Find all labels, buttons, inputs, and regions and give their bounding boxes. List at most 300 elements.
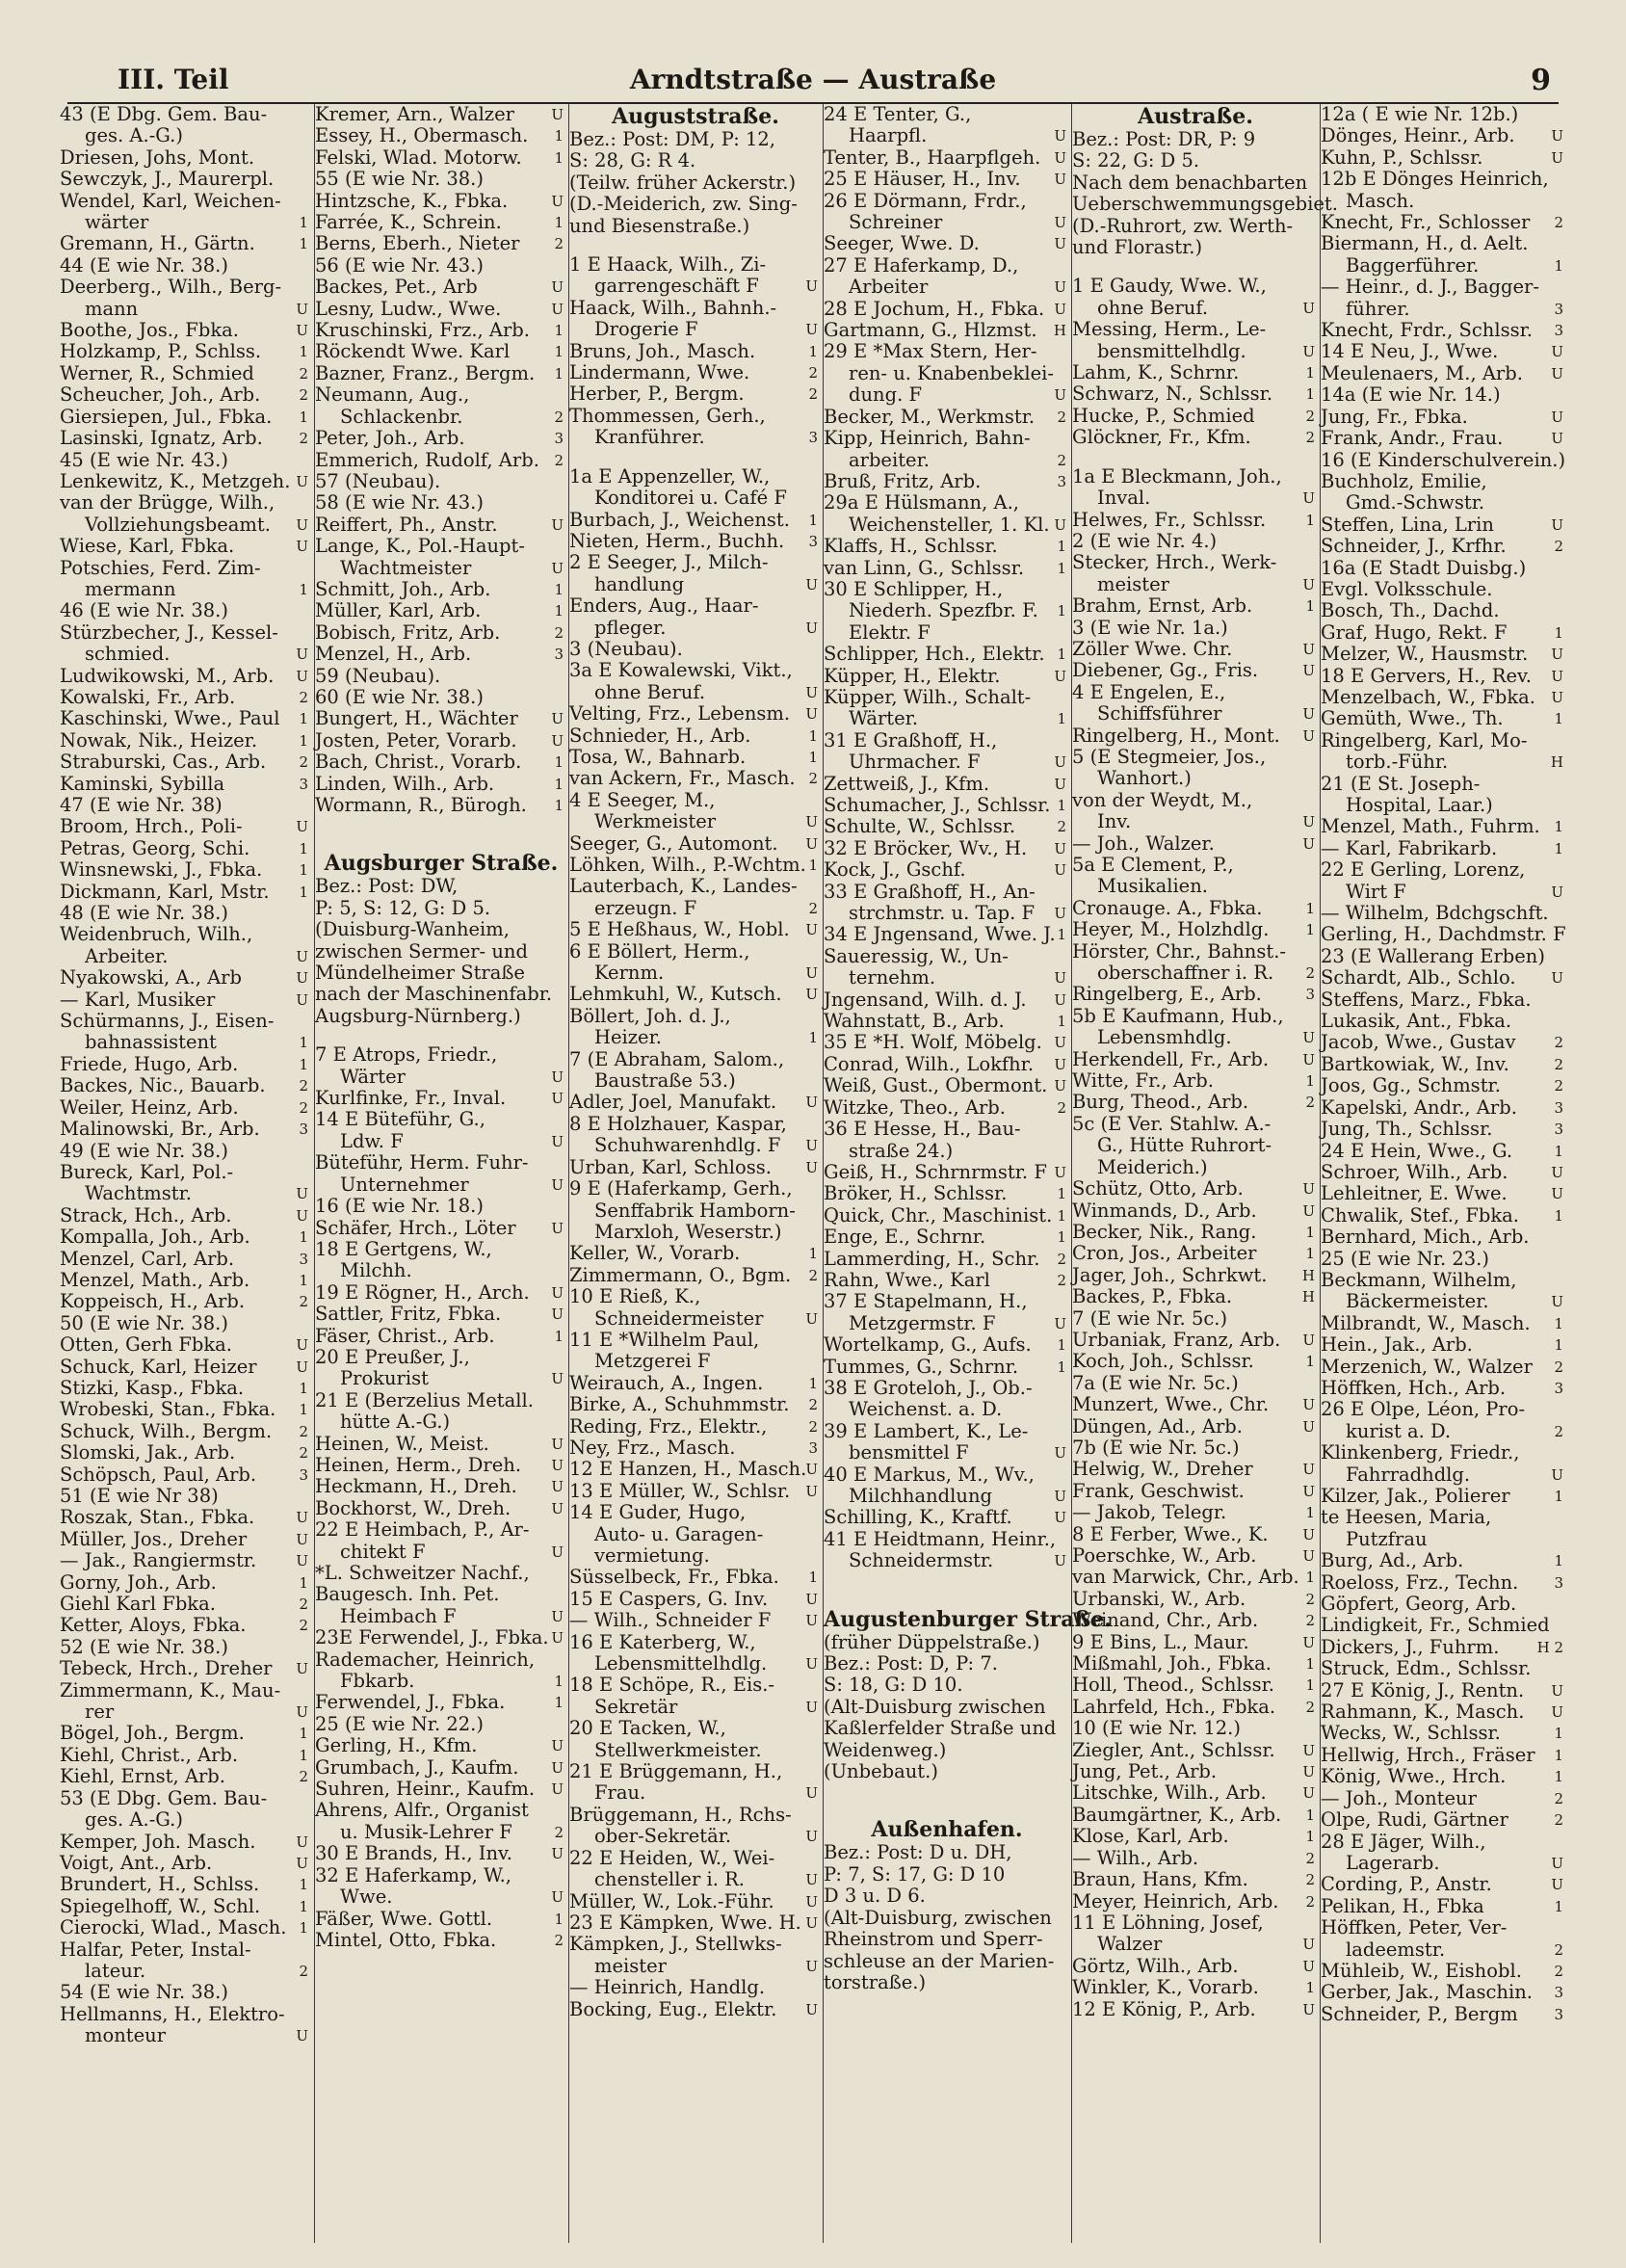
directory-entry	[824, 1141, 1070, 1162]
entry-text: König, Wwe., Hrch.	[1321, 1765, 1507, 1788]
directory-entry	[60, 191, 312, 212]
entry-text: Tenter, B., Haarpflgeh.	[824, 145, 1041, 169]
entry-text: Strack, Hch., Arb.	[60, 1203, 232, 1226]
entry-marker: 2	[1305, 1871, 1315, 1889]
entry-text: Wwe.	[340, 1886, 393, 1909]
entry-marker: U	[805, 1137, 818, 1155]
entry-marker: 1	[299, 1271, 308, 1289]
directory-entry	[569, 919, 822, 940]
entry-text: — Heinrich, Handlg.	[569, 1976, 766, 1999]
entry-marker: 1	[554, 580, 564, 598]
entry-text: Jager, Joh., Schrkwt.	[1072, 1263, 1268, 1286]
entry-text: Diebener, Gg., Fris.	[1072, 659, 1259, 682]
directory-entry	[1072, 1567, 1319, 1588]
directory-entry	[569, 1502, 822, 1523]
entry-marker: 3	[1554, 1984, 1563, 2002]
entry-text: vermietung.	[594, 1544, 710, 1567]
directory-entry	[315, 1434, 567, 1455]
entry-text: Reiffert, Ph., Anstr.	[315, 513, 498, 536]
entry-marker: 1	[1554, 839, 1563, 857]
entry-text: Lukasik, Ant., Fbka.	[1321, 1010, 1512, 1033]
directory-entry	[824, 1675, 1070, 1696]
entry-marker: 2	[1057, 451, 1066, 469]
directory-entry	[569, 1718, 822, 1739]
directory-entry	[569, 298, 822, 319]
directory-entry	[1072, 855, 1319, 876]
directory-entry	[315, 1006, 567, 1027]
directory-entry	[1321, 1399, 1567, 1420]
entry-marker: U	[1302, 705, 1315, 724]
entry-marker: U	[1551, 364, 1563, 382]
directory-entry	[824, 1442, 1070, 1464]
directory-entry	[60, 924, 312, 945]
page-number: 9	[1531, 64, 1551, 97]
directory-entry	[60, 967, 312, 989]
entry-marker: 1	[1554, 1768, 1563, 1786]
entry-text: Birke, A., Schuhmmstr.	[569, 1393, 790, 1416]
entry-marker: 1	[554, 1694, 564, 1712]
entry-text: Helwes, Fr., Schlssr.	[1072, 508, 1267, 531]
directory-entry	[569, 682, 822, 703]
entry-text: Farrée, K., Schrein.	[315, 211, 502, 234]
entry-marker: U	[551, 106, 564, 123]
directory-entry	[569, 1459, 822, 1480]
directory-entry	[1321, 882, 1567, 903]
directory-entry	[569, 1178, 822, 1200]
directory-entry	[569, 1200, 822, 1222]
entry-text: chensteller i. R.	[594, 1868, 746, 1891]
spacer	[824, 1590, 1070, 1607]
page-title: Arndtstraße — Austraße	[629, 64, 997, 95]
directory-entry	[824, 299, 1070, 320]
directory-entry	[569, 1632, 822, 1653]
entry-marker: U	[1054, 515, 1066, 534]
entry-text: Brüggemann, H., Rchs-	[569, 1803, 792, 1826]
directory-entry	[60, 1507, 312, 1528]
directory-entry	[824, 1972, 1070, 1993]
directory-entry	[1321, 795, 1567, 816]
directory-entry	[569, 129, 822, 150]
directory-entry	[1072, 1848, 1319, 1869]
directory-entry	[824, 255, 1070, 277]
entry-text: Lehmkuhl, W., Kutsch.	[569, 983, 782, 1006]
entry-marker: 2	[299, 1596, 308, 1614]
entry-marker: 1	[1554, 1336, 1563, 1355]
directory-entry	[824, 558, 1070, 579]
entry-text: Masch.	[1346, 189, 1415, 212]
directory-entry	[1072, 703, 1319, 725]
directory-entry	[824, 708, 1070, 729]
entry-marker: 2	[299, 753, 308, 772]
entry-text: 36 E Hesse, H., Bau-	[824, 1118, 1021, 1141]
entry-text: 31 E Graßhoff, H.,	[824, 728, 998, 752]
directory-entry	[315, 876, 567, 897]
directory-entry	[315, 622, 567, 644]
directory-entry	[824, 1162, 1070, 1183]
entry-marker: U	[296, 1703, 308, 1722]
entry-text: Müller, Karl, Arb.	[315, 599, 482, 622]
entry-marker: U	[1054, 861, 1066, 880]
entry-text: 22 E Gerling, Lorenz,	[1321, 858, 1526, 882]
entry-marker: 1	[554, 127, 564, 145]
entry-text: Buchholz, Emilie,	[1321, 469, 1487, 492]
directory-entry	[569, 552, 822, 573]
directory-entry	[824, 1464, 1070, 1486]
spacer	[824, 1800, 1070, 1817]
entry-text: S: 22, G: D 5.	[1072, 149, 1200, 172]
entry-marker: U	[1302, 1741, 1315, 1759]
directory-entry	[1072, 276, 1319, 297]
entry-text: Bartkowiak, W., Inv.	[1321, 1052, 1509, 1075]
entry-text: Jung, Pet., Arb.	[1072, 1760, 1218, 1783]
directory-entry	[824, 816, 1070, 837]
directory-entry	[60, 1853, 312, 1874]
directory-entry	[569, 811, 822, 832]
directory-entry	[569, 276, 822, 297]
entry-text: 49 (E wie Nr. 38.)	[60, 1139, 228, 1162]
directory-entry	[315, 169, 567, 190]
entry-text: 27 E Haferkamp, D.,	[824, 253, 1019, 277]
directory-entry	[60, 2004, 312, 2025]
entry-marker: 2	[1305, 1892, 1315, 1911]
entry-marker: 1	[299, 1919, 308, 1938]
entry-text: Urban, Karl, Schloss.	[569, 1155, 772, 1178]
entry-marker: 2	[299, 1617, 308, 1635]
entry-text: Mißmahl, Joh., Fbka.	[1072, 1652, 1272, 1675]
entry-marker: 1	[1554, 1897, 1563, 1915]
street-heading	[824, 1606, 1112, 1632]
entry-text: Lenkewitz, K., Metzgeh.	[60, 469, 291, 492]
directory-entry	[60, 1832, 312, 1853]
spacer	[824, 1782, 1070, 1800]
entry-text: pfleger.	[594, 616, 667, 639]
entry-text: (früher Düppelstraße.)	[824, 1630, 1040, 1653]
entry-marker: 2	[808, 770, 818, 788]
entry-marker: U	[805, 575, 818, 593]
entry-text: Kaminski, Sybilla	[60, 772, 225, 795]
entry-text: 33 E Graßhoff, H., An-	[824, 880, 1036, 903]
directory-entry	[1072, 237, 1319, 258]
entry-text: Schreiner	[849, 211, 943, 234]
directory-entry	[60, 299, 312, 320]
entry-marker: U	[1054, 148, 1066, 167]
entry-text: Weichenst. a. D.	[849, 1398, 1003, 1421]
directory-entry	[60, 558, 312, 579]
entry-text: Backes, Nic., Bauarb.	[60, 1074, 266, 1097]
entry-text: Messing, Herm., Le-	[1072, 318, 1267, 341]
entry-text: Koppeisch, H., Arb.	[60, 1290, 246, 1313]
directory-entry	[1321, 1313, 1567, 1334]
entry-marker: U	[551, 1607, 564, 1625]
directory-entry	[60, 687, 312, 708]
entry-text: Wahnstatt, B., Arb.	[824, 1010, 1005, 1033]
entry-text: u. Musik-Lehrer F	[340, 1820, 512, 1843]
entry-text: Bez.: Post: DM, P: 12,	[569, 128, 775, 150]
directory-entry	[1072, 383, 1319, 405]
entry-marker: U	[296, 1833, 308, 1851]
entry-text: Otten, Gerh Fbka.	[60, 1333, 233, 1357]
entry-text: Adler, Joel, Manufakt.	[569, 1091, 777, 1114]
directory-entry	[60, 384, 312, 406]
entry-text: Berns, Eberh., Nieter	[315, 232, 520, 255]
directory-entry	[569, 1589, 822, 1610]
entry-text: Löhken, Wilh., P.-Wchtm.	[569, 854, 806, 876]
directory-entry	[824, 600, 1070, 621]
directory-entry	[1072, 595, 1319, 617]
entry-text: Fäßer, Wwe. Gottl.	[315, 1907, 493, 1930]
directory-entry	[315, 1886, 567, 1908]
entry-text: Ringelberg, E., Arb.	[1072, 983, 1262, 1006]
directory-entry	[824, 579, 1070, 600]
entry-text: Zettweiß, J., Kfm.	[824, 772, 990, 795]
entry-marker: U	[551, 1629, 564, 1648]
entry-text: 24 E Tenter, G.,	[824, 103, 972, 125]
entry-text: 30 E Brands, H., Inv.	[315, 1842, 512, 1865]
entry-text: Böllert, Joh. d. J.,	[569, 1004, 731, 1027]
directory-entry	[1072, 1718, 1319, 1739]
entry-text: Jacob, Wwe., Gustav	[1321, 1031, 1516, 1054]
entry-marker: 2	[299, 1768, 308, 1786]
entry-text: Geiß, H., Schrnrmstr. F	[824, 1160, 1047, 1183]
entry-text: 1 E Gaudy, Wwe. W.,	[1072, 275, 1267, 298]
entry-text: Olpe, Rudi, Gärtner	[1321, 1808, 1508, 1832]
entry-text: Velting, Frz., Lebensm.	[569, 702, 791, 725]
directory-entry	[315, 1735, 567, 1756]
entry-marker: 1	[299, 343, 308, 361]
directory-entry	[824, 363, 1070, 384]
directory-entry	[315, 1498, 567, 1519]
directory-entry	[1072, 1222, 1319, 1243]
entry-marker: U	[805, 1309, 818, 1328]
entry-text: schmied.	[85, 643, 170, 666]
entry-text: 28 E Jochum, H., Fbka.	[824, 297, 1045, 320]
directory-entry	[1072, 1891, 1319, 1912]
directory-entry	[315, 125, 567, 146]
entry-text: Müller, W., Lok.-Führ.	[569, 1889, 774, 1912]
entry-text: Lindermann, Wwe.	[569, 361, 750, 384]
entry-text: monteur	[85, 2024, 167, 2047]
entry-text: 18 E Gertgens, W.,	[315, 1237, 492, 1260]
directory-entry	[824, 1908, 1070, 1929]
entry-marker: U	[1054, 753, 1066, 772]
entry-text: Nyakowski, A., Arb	[60, 966, 242, 989]
entry-text: 1 E Haack, Wilh., Zi-	[569, 253, 767, 277]
entry-text: 7b (E wie Nr. 5c.)	[1072, 1436, 1240, 1459]
entry-marker: 2	[1305, 1698, 1315, 1716]
entry-marker: 1	[1554, 1725, 1563, 1743]
directory-entry	[60, 277, 312, 298]
directory-entry	[1072, 1740, 1319, 1761]
entry-marker: 1	[808, 1029, 818, 1047]
entry-text: — Karl, Musiker	[60, 988, 216, 1011]
entry-text: Suhren, Heinr., Kaufm.	[315, 1778, 536, 1801]
directory-entry	[60, 1205, 312, 1226]
directory-entry	[569, 1761, 822, 1782]
directory-entry	[1321, 514, 1567, 536]
directory-entry	[315, 1411, 567, 1433]
directory-entry	[824, 1632, 1070, 1653]
entry-text: 23 (E Wallerang Erben)	[1321, 944, 1545, 967]
entry-text: Bockhorst, W., Dreh.	[315, 1496, 511, 1519]
directory-entry	[1321, 1486, 1567, 1507]
entry-text: *L. Schweitzer Nachf.,	[315, 1562, 530, 1584]
entry-text: Rheinstrom und Sperr-	[824, 1928, 1043, 1951]
directory-entry	[315, 104, 567, 125]
entry-marker: 2	[1554, 1940, 1563, 1959]
entry-marker: U	[805, 921, 818, 939]
entry-text: Kurlfinke, Fr., Inval.	[315, 1087, 507, 1110]
entry-marker: 2	[808, 899, 818, 917]
entry-text: 57 (Neubau).	[315, 469, 441, 492]
entry-marker: 1	[1305, 921, 1315, 939]
directory-entry	[1321, 1421, 1567, 1442]
directory-entry	[315, 1606, 567, 1627]
entry-marker: 1	[1057, 1185, 1066, 1203]
entry-text: Bez.: Post: DR, P: 9	[1072, 128, 1256, 150]
entry-text: Ferwendel, J., Fbka.	[315, 1691, 506, 1714]
directory-entry	[60, 255, 312, 277]
entry-marker: 3	[1554, 300, 1563, 318]
entry-text: führer.	[1346, 297, 1410, 320]
directory-entry	[824, 1550, 1070, 1571]
directory-entry	[824, 1864, 1070, 1886]
entry-text: Fahrradhdlg.	[1346, 1463, 1471, 1486]
entry-marker: U	[1302, 1201, 1315, 1220]
entry-text: und Biesenstraße.)	[569, 214, 750, 237]
directory-entry	[569, 172, 822, 194]
column-3	[568, 104, 822, 2243]
entry-text: Milchhandlung	[849, 1485, 992, 1507]
entry-marker: U	[296, 1358, 308, 1376]
entry-text: Schneidermeister	[594, 1306, 764, 1330]
entry-text: 25 E Häuser, H., Inv.	[824, 168, 1021, 191]
directory-entry	[569, 1243, 822, 1264]
entry-text: Prokurist	[340, 1367, 429, 1390]
entry-marker: 1	[1057, 1228, 1066, 1247]
directory-entry	[315, 147, 567, 169]
directory-entry	[569, 1782, 822, 1804]
directory-entry	[1072, 1114, 1319, 1135]
entry-text: Weiß, Gust., Obermont.	[824, 1074, 1048, 1097]
directory-entry	[315, 558, 567, 579]
entry-text: 12a ( E wie Nr. 12b.)	[1321, 103, 1519, 125]
entry-text: Knecht, Fr., Schlosser	[1321, 211, 1531, 234]
entry-text: Merzenich, W., Walzer	[1321, 1355, 1533, 1378]
entry-marker: 1	[1057, 1358, 1066, 1376]
entry-text: Schuck, Karl, Heizer	[60, 1355, 257, 1378]
entry-marker: U	[1302, 1331, 1315, 1349]
directory-entry	[1321, 471, 1567, 492]
entry-marker: 2	[299, 1293, 308, 1311]
entry-text: Cron, Jos., Arbeiter	[1072, 1242, 1257, 1265]
entry-text: Ringelberg, Karl, Mo-	[1321, 728, 1528, 752]
entry-marker: U	[296, 515, 308, 534]
directory-entry	[1321, 946, 1567, 967]
entry-text: S: 18, G: D 10.	[824, 1674, 963, 1697]
entry-text: Schneider, J., Krfhr.	[1321, 535, 1507, 558]
spacer	[315, 816, 567, 833]
entry-text: Zimmermann, K., Mau-	[60, 1678, 281, 1701]
entry-marker: U	[551, 1283, 564, 1302]
entry-text: Schroer, Wilh., Arb.	[1321, 1160, 1508, 1183]
directory-entry	[1321, 903, 1567, 924]
directory-entry	[60, 1075, 312, 1096]
entry-text: hütte A.-G.)	[340, 1411, 451, 1434]
directory-entry	[60, 233, 312, 254]
entry-marker: U	[1302, 813, 1315, 831]
entry-text: Schneidermstr.	[849, 1549, 994, 1572]
directory-entry	[569, 1265, 822, 1286]
entry-marker: 1	[299, 408, 308, 426]
entry-marker: 1	[1305, 1245, 1315, 1263]
directory-entry	[1072, 427, 1319, 448]
entry-text: Wachtmeister	[340, 556, 472, 579]
directory-entry	[60, 341, 312, 362]
entry-text: Werner, R., Schmied	[60, 361, 254, 384]
entry-text: Lange, K., Pol.-Haupt-	[315, 535, 525, 558]
entry-text: Ziegler, Ant., Schlssr.	[1072, 1738, 1275, 1761]
directory-entry	[60, 1226, 312, 1248]
entry-marker: 1	[299, 1897, 308, 1915]
entry-text: 18 E Gervers, H., Rev.	[1321, 664, 1532, 687]
directory-entry	[824, 1486, 1070, 1507]
entry-text: Milchh.	[340, 1259, 412, 1282]
entry-text: Weichensteller, 1. Kl.	[849, 513, 1050, 536]
entry-text: 9 E Bins, L., Maur.	[1072, 1630, 1249, 1653]
entry-text: ges. A.-G.)	[85, 124, 183, 147]
entry-marker: U	[1054, 839, 1066, 857]
entry-text: und Florastr.)	[1072, 236, 1203, 259]
entry-text: Höffken, Hch., Arb.	[1321, 1376, 1507, 1399]
directory-entry	[1321, 1464, 1567, 1486]
entry-text: Burbach, J., Weichenst.	[569, 508, 790, 531]
entry-marker: 2	[808, 1417, 818, 1436]
directory-entry	[315, 898, 567, 919]
directory-entry	[569, 1373, 822, 1394]
directory-entry	[1072, 898, 1319, 919]
entry-text: zwischen Sermer- und	[315, 939, 528, 963]
entry-marker: 2	[1305, 429, 1315, 447]
directory-entry	[1321, 277, 1567, 298]
entry-text: Lahrfeld, Hch., Fbka.	[1072, 1695, 1276, 1718]
entry-text: 7 E Atrops, Friedr.,	[315, 1043, 498, 1067]
directory-entry	[569, 1869, 822, 1890]
directory-entry	[315, 1152, 567, 1174]
entry-marker: 1	[299, 1725, 308, 1743]
entry-marker: 1	[1554, 1488, 1563, 1505]
entry-text: Augsburger Straße.	[324, 851, 559, 877]
entry-text: Nieten, Herm., Buchh.	[569, 529, 785, 552]
entry-text: Menzelbach, W., Fbka.	[1321, 685, 1535, 708]
entry-marker: 2	[554, 408, 564, 426]
entry-marker: 3	[1554, 2005, 1563, 2023]
entry-marker: 1	[299, 1228, 308, 1247]
directory-entry	[1072, 1524, 1319, 1545]
entry-marker: U	[805, 1871, 818, 1889]
directory-entry	[569, 833, 822, 855]
entry-marker: 2	[1057, 1271, 1066, 1289]
entry-marker: U	[1302, 489, 1315, 508]
entry-text: torb.-Führ.	[1346, 751, 1449, 774]
entry-marker: 1	[808, 1374, 818, 1392]
entry-text: Menzel, Carl, Arb.	[60, 1247, 235, 1270]
entry-marker: 1	[1057, 538, 1066, 556]
directory-entry	[824, 1421, 1070, 1442]
entry-text: 6 E Böllert, Herm.,	[569, 939, 750, 963]
entry-text: Klose, Karl, Arb.	[1072, 1825, 1229, 1848]
directory-entry	[1072, 1999, 1319, 2020]
entry-text: 14 E Neu, J., Wwe.	[1321, 340, 1499, 363]
